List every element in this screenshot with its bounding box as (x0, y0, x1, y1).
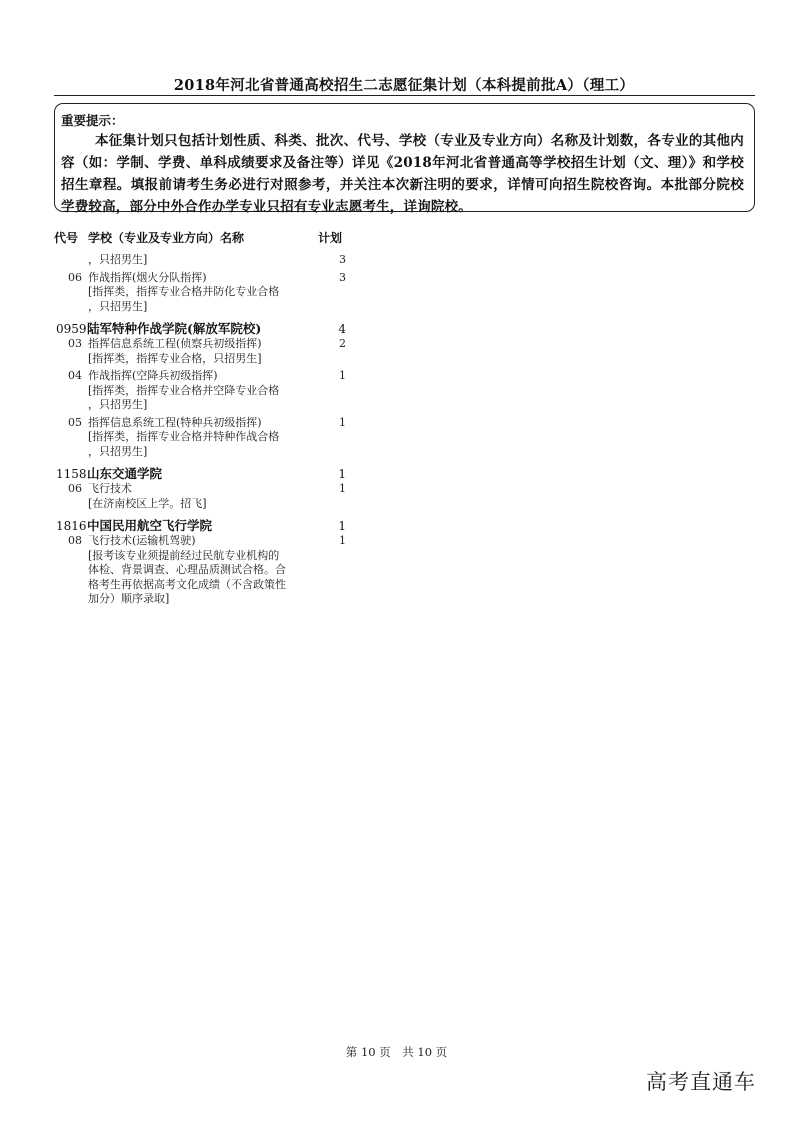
row-plan: 4 (338, 322, 346, 336)
row-text (87, 518, 327, 534)
row-text (88, 416, 328, 460)
row-plan: 3 (339, 270, 346, 284)
row-text (88, 534, 328, 607)
row-code: 1816 (56, 519, 87, 533)
major-row (54, 271, 354, 315)
notice-body: 本征集计划只包括计划性质、科类、批次、代号、学校（专业及专业方向）名称及计划数，各专业的其他内容（如：学制、学费、单科成绩要求及备注等）详见《2018年河北省普通高等学校招生计划（文、理）》和学校招生章程。填报前请考生务必进行对照参考，并关注本次新注明的要求，详情可向招生院校咨询。本批部分院校学费较高，部分中外合作办学专业只招有专业志愿考生，详询院校。 (61, 133, 744, 215)
notice-heading: 重要提示： (61, 113, 124, 128)
row-note: ，只招男生] (88, 398, 148, 411)
row-code: 08 (68, 534, 82, 547)
row-name: 陆军特种作战学院(解放军院校) (87, 321, 262, 336)
row-plan: 1 (339, 415, 346, 429)
row-plan: 1 (339, 534, 346, 547)
row-name: 作战指挥(空降兵初级指挥) (88, 369, 218, 382)
row-text (88, 337, 328, 366)
row-plan: 3 (339, 253, 346, 266)
major-row (54, 369, 354, 413)
major-row (54, 253, 354, 268)
major-row (54, 482, 354, 511)
row-note: ，只招男生] (88, 444, 148, 458)
row-note: [报考该专业须提前经过民航专业机构的 (88, 548, 280, 562)
row-text (87, 466, 327, 482)
school-row (54, 518, 354, 534)
column-header-name: 学校（专业及专业方向）名称 (88, 231, 245, 245)
title-rule (54, 95, 755, 96)
row-code: 0959 (56, 322, 87, 336)
row-text (87, 321, 327, 337)
page-footer: 第 10 页 共 10 页 (345, 1045, 448, 1059)
row-note: [指挥类，指挥专业合格并防化专业合格 (88, 285, 280, 298)
row-code: 1158 (56, 467, 87, 481)
plan-list (54, 253, 354, 607)
row-text (88, 253, 328, 268)
row-name: 指挥信息系统工程(特种兵初级指挥) (88, 415, 262, 429)
page-title: 2018年河北省普通高校招生二志愿征集计划（本科提前批A）（理工） (173, 77, 635, 94)
school-row (54, 466, 354, 482)
row-note: ，只招男生] (88, 299, 148, 313)
column-header-code: 代号 (54, 231, 79, 245)
row-plan: 2 (339, 337, 346, 350)
row-code: 04 (68, 369, 82, 382)
row-text (88, 369, 328, 413)
row-name: 中国民用航空飞行学院 (87, 518, 213, 533)
row-plan: 1 (339, 482, 346, 495)
row-note: [指挥类，指挥专业合格并特种作战合格 (88, 430, 280, 443)
row-code: 06 (68, 482, 82, 495)
row-note: 加分）顺序录取] (88, 592, 170, 605)
row-code: 06 (68, 270, 82, 284)
row-note: 体检、背景调查、心理品质测试合格。合 (88, 563, 286, 576)
row-code: 03 (68, 337, 82, 350)
column-header (54, 229, 354, 245)
row-note: 格考生再依据高考文化成绩（不含政策性 (88, 577, 286, 591)
row-note: [在济南校区上学。招飞] (88, 496, 207, 510)
row-code: 05 (68, 415, 82, 429)
row-name: 指挥信息系统工程(侦察兵初级指挥) (88, 337, 262, 350)
row-text (88, 271, 328, 315)
major-row (54, 534, 354, 607)
school-row (54, 321, 354, 337)
row-plan: 1 (339, 369, 346, 382)
row-name: 飞行技术 (88, 482, 132, 495)
row-note: [指挥类，指挥专业合格并空降专业合格 (88, 383, 280, 397)
notice-box (54, 103, 755, 215)
row-plan: 1 (338, 519, 346, 533)
row-name: 作战指挥(烟火分队指挥) (88, 270, 207, 284)
row-text (88, 482, 328, 511)
row-name: ，只招男生] (88, 253, 148, 266)
column-header-plan: 计划 (318, 231, 343, 245)
major-row (54, 416, 354, 460)
row-note: [指挥类，指挥专业合格，只招男生] (88, 351, 262, 365)
row-name: 山东交通学院 (87, 466, 163, 481)
row-name: 飞行技术(运输机驾驶) (88, 534, 196, 547)
watermark: 高考直通车 (646, 1070, 756, 1094)
major-row (54, 337, 354, 366)
row-plan: 1 (338, 467, 346, 481)
